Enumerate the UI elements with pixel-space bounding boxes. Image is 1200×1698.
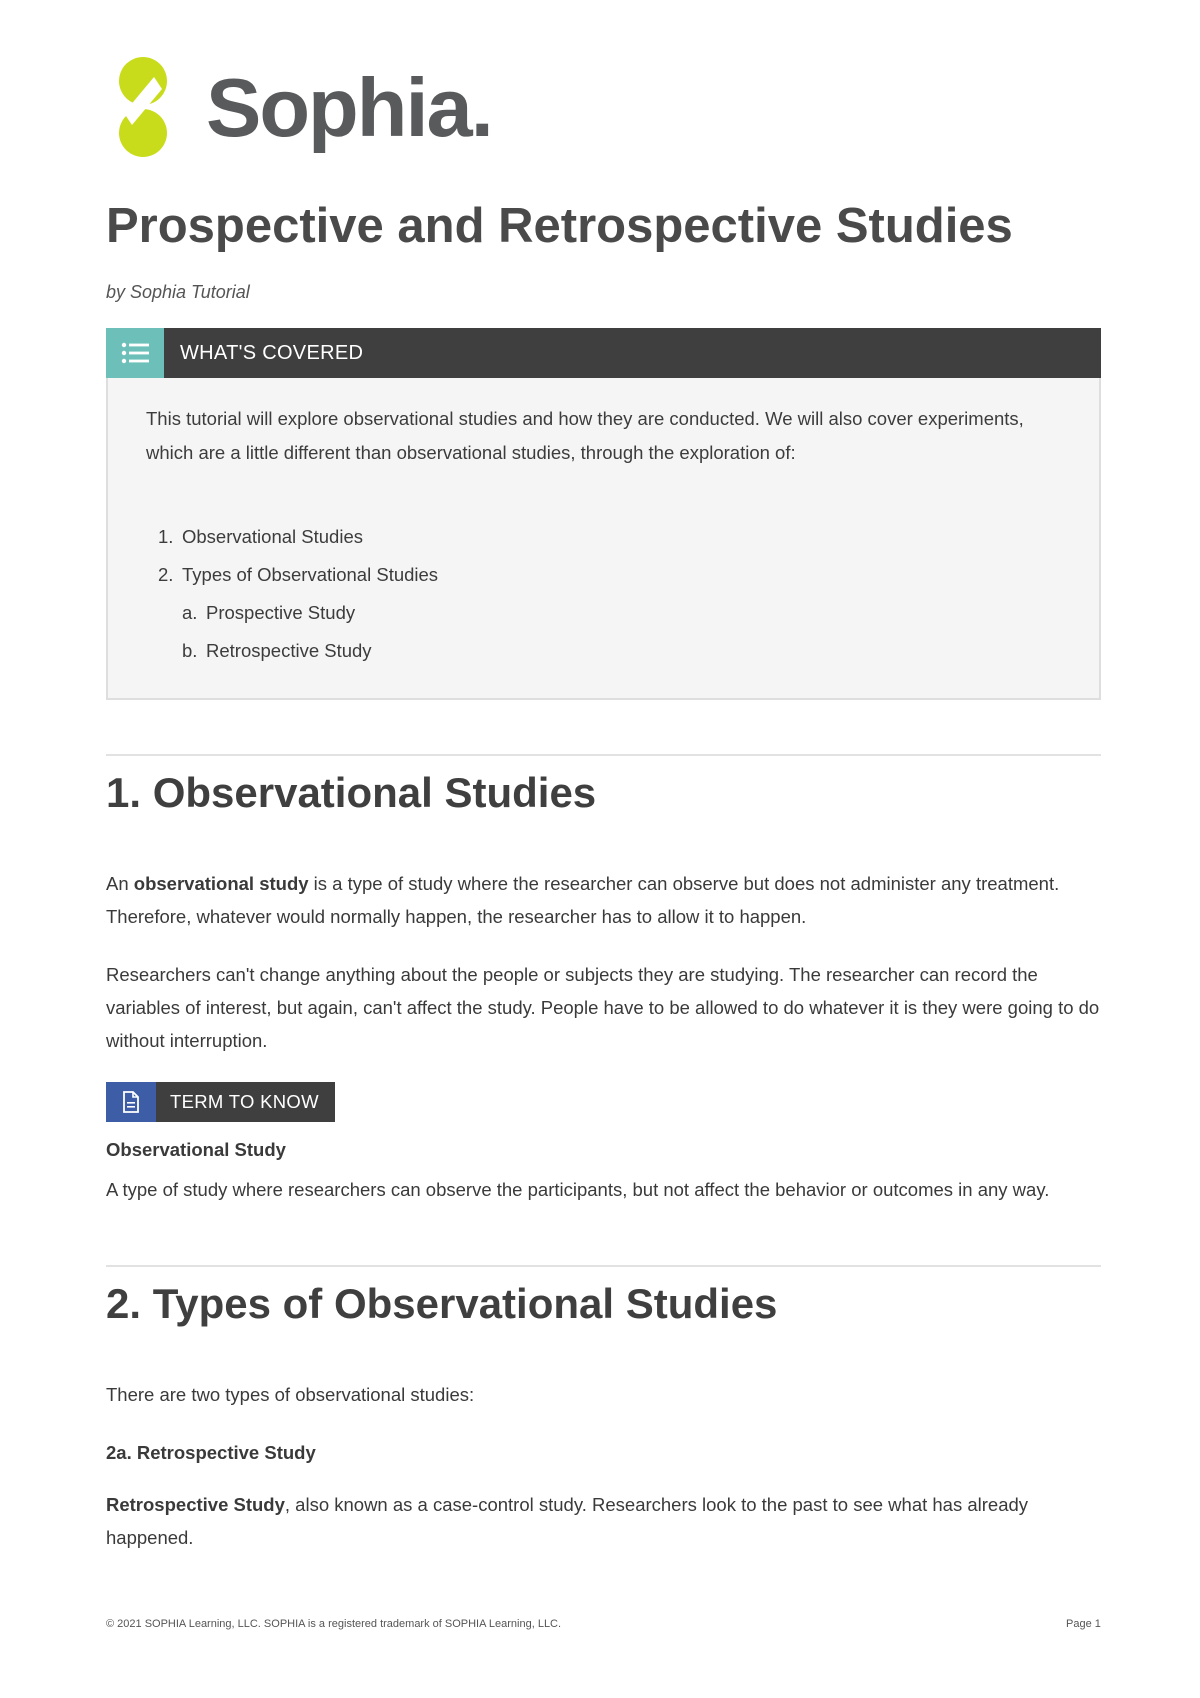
term-definition: A type of study where researchers can observe the participants, but not affect the behavior or outcomes in any way. (106, 1179, 1050, 1200)
footer-copyright: © 2021 SOPHIA Learning, LLC. SOPHIA is a registered trademark of SOPHIA Learning, LLC. (106, 1618, 562, 1630)
byline: by Sophia Tutorial (106, 282, 250, 302)
outline-item: 1. Observational Studies (158, 526, 363, 547)
document-icon (106, 1082, 156, 1122)
outline-subitem: a. Prospective Study (182, 602, 356, 623)
section-divider (106, 754, 1101, 756)
document-title: Prospective and Retrospective Studies (106, 199, 1013, 253)
topic-outline (158, 518, 438, 670)
whats-covered-title: WHAT'S COVERED (180, 341, 364, 364)
whats-covered-box (106, 328, 1101, 700)
term-to-know-label: TERM TO KNOW (170, 1091, 319, 1112)
section-divider (106, 1265, 1101, 1267)
term-to-know-bar (106, 1082, 335, 1122)
whats-covered-header (106, 328, 1101, 378)
paragraph-observational-definition: An observational study is a type of study where the researcher can observe but does not administer any treatment. Therefore, whatever would normally happen, the researcher has to allow it to happen. (106, 873, 1060, 927)
whats-covered-intro: This tutorial will explore observational studies and how they are conducted. We will also cover experiments, which are a little different than observational studies, through the exploration of: (146, 408, 1024, 463)
paragraph-researchers: Researchers can't change anything about the people or subjects they are studying. The researcher can record the variables of interest, but again, can't affect the study. People have to be allowed to do whatever it is they were going to do without interruption. (106, 964, 1100, 1051)
sophia-logo-mark (106, 55, 180, 159)
list-icon (106, 328, 164, 378)
outline-subitem: b. Retrospective Study (182, 640, 372, 661)
section-heading-observational-studies: 1. Observational Studies (106, 769, 597, 816)
sophia-wordmark: Sophia. (206, 60, 492, 154)
whats-covered-body (106, 378, 1101, 700)
paragraph-retrospective: Retrospective Study, also known as a case-control study. Researchers look to the past to see what has already happened. (106, 1494, 1029, 1548)
sophia-logo (106, 52, 492, 162)
paragraph-types-intro: There are two types of observational studies: (106, 1384, 475, 1405)
footer-page-number: Page 1 (1066, 1618, 1101, 1630)
outline-item: 2. Types of Observational Studies (158, 564, 439, 585)
section-heading-types: 2. Types of Observational Studies (106, 1280, 778, 1327)
subheading-retrospective: 2a. Retrospective Study (106, 1442, 316, 1463)
term-name: Observational Study (106, 1139, 286, 1160)
